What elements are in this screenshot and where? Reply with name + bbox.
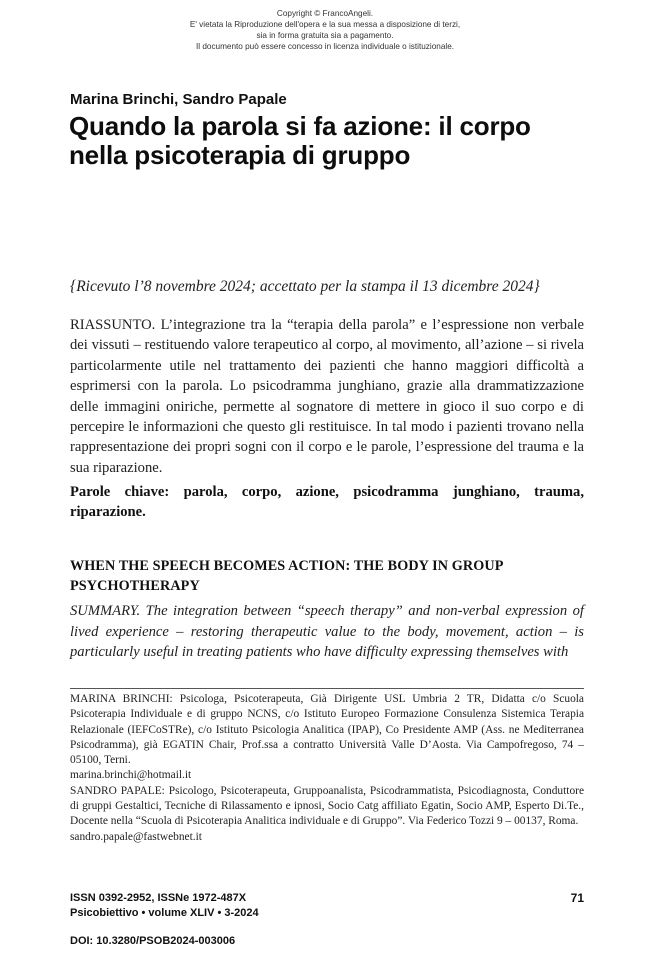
doi[interactable]: DOI: 10.3280/PSOB2024-003006: [70, 935, 236, 947]
copyright-line: E' vietata la Riproduzione dell'opera e la sua messa a disposizione di terzi,: [189, 20, 461, 29]
journal-info: [70, 891, 370, 921]
copyright-line: sia in forma gratuita sia a pagamento.: [256, 31, 394, 40]
footnote-divider: [70, 688, 584, 689]
abstract-text: L’integrazione tra la “terapia della parola” e l’espressione non verbale dei vissuti – restituendo valore terapeutico al corpo, al movimento, all’azione – si rivela particolarmente utile nel trattamento dei pazienti che hanno maggiori difficoltà a esprimersi con la parola. Lo psicodramma junghiano, grazie alla drammatizzazione delle immagini oniriche, permette al sognatore di mettere in gioco il suo corpo e di percepire le informazioni che questo gli restituisce. In tal modo i pazienti trovano nella rappresentazione dei propri sogni con il corpo e le parole, l’espressione del trauma e la sua riparazione.: [70, 317, 584, 476]
footnote-papale: SANDRO PAPALE: Psicologo, Psicoterapeuta, Gruppoanalista, Psicodrammatista, Psicodiagnosta, Conduttore di gruppi Gestaltici, Tecniche di Rilassamento e ipnosi, Socio Catg affiliato Egatin, Socio AMP, Esperto Di.Te., Docente nella “Scuola di Psicoterapia Analitica individuale e di Gruppo”. Via Federico Tozzi 9 – 00137, Roma.: [70, 784, 584, 828]
copyright-notice: [0, 8, 650, 52]
keywords: Parole chiave: parola, corpo, azione, psicodramma junghiano, trauma, riparazione.: [70, 484, 584, 520]
email-brinchi[interactable]: marina.brinchi@hotmail.it: [70, 769, 192, 782]
journal-volume: Psicobiettivo • volume XLIV • 3-2024: [70, 907, 259, 919]
author-footnotes: [70, 692, 584, 845]
footnote-brinchi: MARINA BRINCHI: Psicologa, Psicoterapeuta, Già Dirigente USL Umbria 2 TR, Didatta c/o Scuola Psicoterapia Individuale e di gruppo NCNS, c/o Istituto Europeo Formazione Consulenza Sistemica Terapia Relazionale (IEFCoSTRe), c/o Istituto Psicologia Analitica (IPAP), Co Presidente AMP (Ass. ne Mediterranea Psicodramma), già EGATIN Chair, Prof.ssa a contratto Università Valle D’Aosta. Via Campofregoso, 74 – 05100, Terni.: [70, 693, 584, 767]
page-number: 71: [570, 891, 584, 905]
article-authors: Marina Brinchi, Sandro Papale: [70, 91, 287, 108]
summary-english: SUMMARY. The integration between “speech therapy” and non-verbal expression of lived experience – restoring therapeutic value to the body, movement, action – is particularly useful in treating patients who have difficulty expressing themselves with: [70, 603, 584, 661]
copyright-line: Copyright © FrancoAngeli.: [276, 9, 374, 18]
abstract-label: RIASSUNTO.: [70, 317, 156, 333]
abstract-italian: [70, 315, 584, 478]
issn: ISSN 0392-2952, ISSNe 1972-487X: [70, 892, 247, 904]
received-dates: {Ricevuto l’8 novembre 2024; accettato per la stampa il 13 dicembre 2024}: [70, 278, 540, 295]
copyright-line: Il documento può essere concesso in licenza individuale o istituzionale.: [195, 42, 455, 51]
article-title: Quando la parola si fa azione: il corpo nella psicoterapia di gruppo: [69, 111, 531, 170]
email-papale[interactable]: sandro.papale@fastwebnet.it: [70, 830, 202, 843]
english-title: WHEN THE SPEECH BECOMES ACTION: THE BODY IN GROUP PSYCHOTHERAPY: [70, 558, 503, 594]
